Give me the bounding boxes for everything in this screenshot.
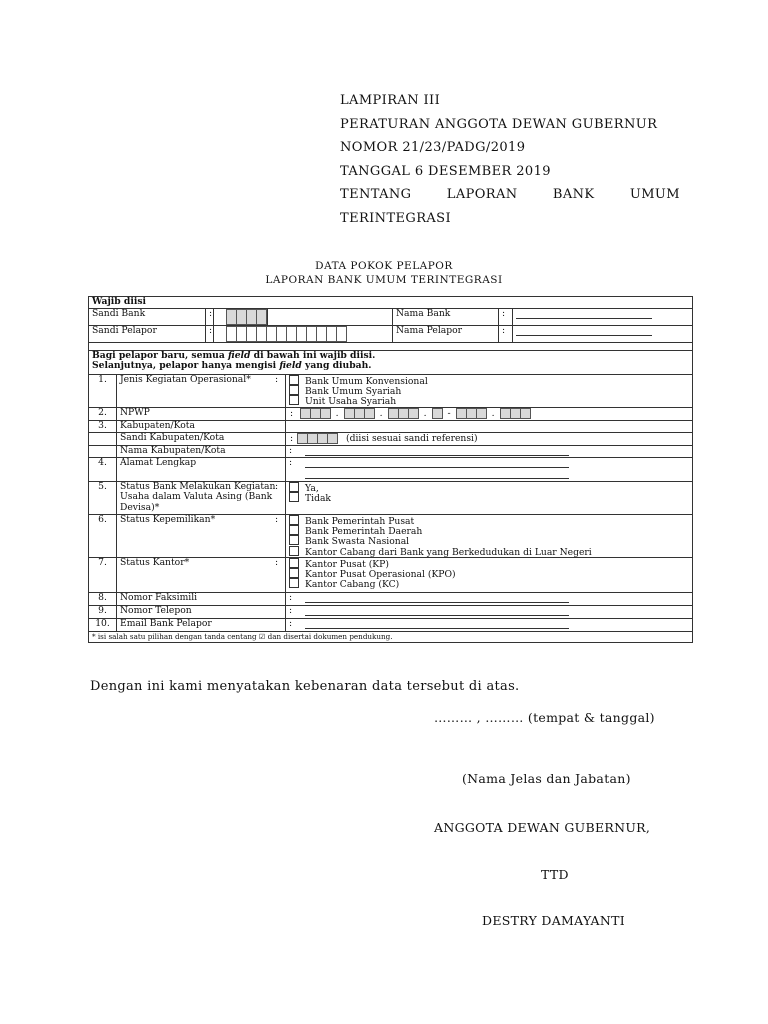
- sandi-kota-input[interactable]: : (diisi sesuai sandi referensi): [286, 433, 693, 446]
- checkbox-icon: [289, 558, 299, 568]
- checkbox-icon: [289, 525, 299, 535]
- row-label: Status Bank Melakukan Kegiatan Usaha dalam Valuta Asing (Bank Devisa)*: [117, 482, 286, 515]
- row-number: 6.: [89, 515, 117, 558]
- row-label: NPWP: [117, 408, 286, 421]
- instructions: Bagi pelapor baru, semua field di bawah ini wajib diisi. Selanjutnya, pelapor hanya mengisi field yang diubah.: [89, 351, 693, 375]
- sandi-pelapor-label: Sandi Pelapor: [89, 326, 206, 343]
- row-number: 3.: [89, 421, 117, 433]
- jenis-kegiatan-options: : Bank Umum Konvensional Bank Umum Syariah Unit Usaha Syariah: [286, 375, 693, 408]
- row-number: 8.: [89, 593, 117, 606]
- option-kpo[interactable]: Kantor Pusat Operasional (KPO): [289, 568, 689, 578]
- option-tidak[interactable]: Tidak: [289, 492, 689, 502]
- row-label: Nomor Faksimili: [117, 593, 286, 606]
- email-field[interactable]: :: [286, 619, 693, 632]
- row-number: 7.: [89, 558, 117, 593]
- subject-word: TENTANG: [340, 187, 412, 202]
- colon: :: [206, 326, 214, 343]
- devisa-options: : Ya, Tidak: [286, 482, 693, 515]
- signature-ttd: TTD: [541, 867, 569, 882]
- kepemilikan-options: : Bank Pemerintah Pusat Bank Pemerintah Daerah Bank Swasta Nasional Kantor Cabang dari Bank yang Berkedudukan di Luar Negeri: [286, 515, 693, 558]
- checkbox-icon: [289, 578, 299, 588]
- subject-word: BANK: [552, 187, 595, 202]
- sandi-bank-label: Sandi Bank: [89, 309, 206, 326]
- form-table: [88, 296, 693, 643]
- option-syariah[interactable]: Bank Umum Syariah: [289, 385, 689, 395]
- row-label: Kabupaten/Kota: [117, 421, 286, 433]
- form-subtitle: LAPORAN BANK UMUM TERINTEGRASI: [265, 274, 503, 286]
- nama-pelapor-label: Nama Pelapor: [393, 326, 499, 343]
- sandi-kota-label: Sandi Kabupaten/Kota: [117, 433, 286, 446]
- row-number: 4.: [89, 458, 117, 482]
- regulation-number: NOMOR 21/23/PADG/2019: [340, 140, 526, 155]
- signer-name: DESTRY DAMAYANTI: [482, 913, 625, 928]
- attachment-label: LAMPIRAN III: [340, 93, 441, 108]
- checkbox-icon: [289, 492, 299, 502]
- row-label: Email Bank Pelapor: [117, 619, 286, 632]
- checkbox-icon: [289, 546, 299, 556]
- status-kantor-options: : Kantor Pusat (KP) Kantor Pusat Operasional (KPO) Kantor Cabang (KC): [286, 558, 693, 593]
- option-ya[interactable]: Ya,: [289, 482, 689, 492]
- row-label: Jenis Kegiatan Operasional*: [117, 375, 286, 408]
- form-title: DATA POKOK PELAPOR: [315, 260, 453, 272]
- npwp-input[interactable]: : . . . - .: [286, 408, 693, 421]
- checkbox-icon: [289, 385, 299, 395]
- row-label: Alamat Lengkap: [117, 458, 286, 482]
- sandi-note: (diisi sesuai sandi referensi): [346, 433, 478, 444]
- name-title-line: (Nama Jelas dan Jabatan): [462, 771, 631, 786]
- checkbox-icon: [289, 482, 299, 492]
- regulation-date: TANGGAL 6 DESEMBER 2019: [340, 163, 551, 179]
- row-label: Nomor Telepon: [117, 606, 286, 619]
- colon: :: [499, 309, 513, 326]
- office-title: ANGGOTA DEWAN GUBERNUR,: [434, 820, 651, 835]
- row-number: 10.: [89, 619, 117, 632]
- faksimili-field[interactable]: :: [286, 593, 693, 606]
- nama-bank-label: Nama Bank: [393, 309, 499, 326]
- row-label: Status Kepemilikan*: [117, 515, 286, 558]
- reporter-data-form: [88, 296, 692, 643]
- subject-word: LAPORAN: [446, 187, 518, 202]
- row-number: 9.: [89, 606, 117, 619]
- checkbox-icon: [289, 395, 299, 405]
- nama-pelapor-field[interactable]: [513, 326, 693, 343]
- checkbox-icon: [289, 568, 299, 578]
- nama-kota-label: Nama Kabupaten/Kota: [117, 446, 286, 458]
- sandi-bank-input[interactable]: [214, 309, 268, 326]
- row-label: Status Kantor*: [117, 558, 286, 593]
- place-date-line: ……… , ……… (tempat & tanggal): [434, 710, 655, 725]
- checkbox-icon: [289, 535, 299, 545]
- checkbox-icon: [289, 375, 299, 385]
- row-number: 2.: [89, 408, 117, 421]
- telepon-field[interactable]: :: [286, 606, 693, 619]
- regulation-subject-cont: TERINTEGRASI: [340, 210, 452, 226]
- alamat-field[interactable]: :: [286, 458, 693, 482]
- regulation-subject: [340, 186, 680, 210]
- option-uus[interactable]: Unit Usaha Syariah: [289, 395, 689, 405]
- declaration-statement: Dengan ini kami menyatakan kebenaran data tersebut di atas.: [90, 679, 520, 694]
- regulation-title: PERATURAN ANGGOTA DEWAN GUBERNUR: [340, 116, 658, 132]
- sandi-pelapor-input[interactable]: [214, 326, 393, 343]
- colon: :: [499, 326, 513, 343]
- subject-word: UMUM: [629, 187, 680, 202]
- nama-bank-field[interactable]: [513, 309, 693, 326]
- option-pemerintah-daerah[interactable]: Bank Pemerintah Daerah: [289, 525, 689, 535]
- option-pemerintah-pusat[interactable]: Bank Pemerintah Pusat: [289, 515, 689, 525]
- option-kc[interactable]: Kantor Cabang (KC): [289, 578, 689, 588]
- checkbox-icon: [289, 515, 299, 525]
- row-number: 5.: [89, 482, 117, 515]
- option-kantor-cabang-ln[interactable]: Kantor Cabang dari Bank yang Berkedudukan di Luar Negeri: [289, 546, 689, 556]
- footnote: * isi salah satu pilihan dengan tanda centang ☑ dan disertai dokumen pendukung.: [89, 632, 693, 643]
- required-heading: Wajib diisi: [89, 297, 693, 309]
- colon: :: [206, 309, 214, 326]
- nama-kota-field[interactable]: :: [286, 446, 693, 458]
- row-number: 1.: [89, 375, 117, 408]
- option-swasta-nasional[interactable]: Bank Swasta Nasional: [289, 535, 689, 545]
- option-kp[interactable]: Kantor Pusat (KP): [289, 558, 689, 568]
- option-konvensional[interactable]: Bank Umum Konvensional: [289, 375, 689, 385]
- document-header: [340, 92, 680, 233]
